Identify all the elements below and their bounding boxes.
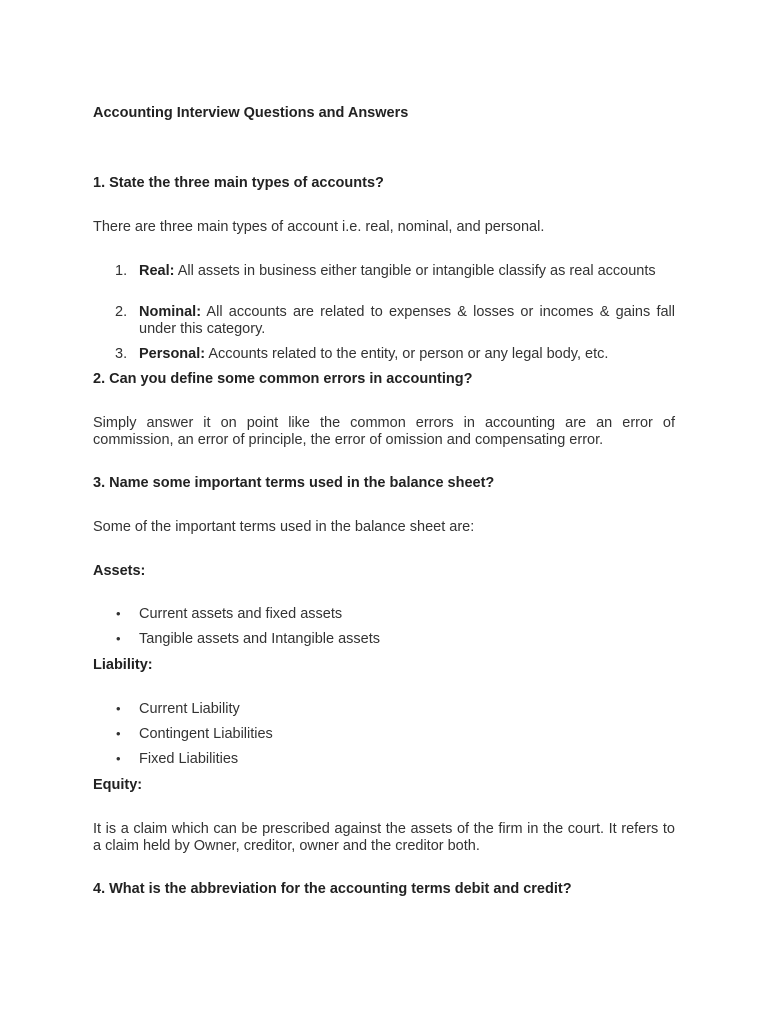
question-1-answer: There are three main types of account i.e. real, nominal, and personal. xyxy=(93,219,545,235)
question-4-heading: 4. What is the abbreviation for the accounting terms debit and credit? xyxy=(93,881,572,897)
list-marker: 3. xyxy=(115,346,128,362)
assets-list-item xyxy=(93,631,675,648)
bullet-icon: • xyxy=(116,726,121,741)
list-item-text: Current assets and fixed assets xyxy=(139,606,343,622)
bullet-icon: • xyxy=(116,751,121,766)
account-type-item-nominal xyxy=(93,304,675,338)
list-marker: 1. xyxy=(115,263,128,279)
question-3-heading: 3. Name some important terms used in the balance sheet? xyxy=(93,475,495,491)
assets-heading: Assets: xyxy=(93,563,146,579)
question-1-heading: 1. State the three main types of accounts? xyxy=(93,175,384,191)
question-3-intro: Some of the important terms used in the balance sheet are: xyxy=(93,519,475,535)
list-item-text: Contingent Liabilities xyxy=(139,726,273,742)
bullet-icon: • xyxy=(116,701,121,716)
equity-text: It is a claim which can be prescribed against the assets of the firm in the court. It refers to a claim held by Owner, creditor, owner and the creditor both. xyxy=(93,821,675,854)
liability-list-item xyxy=(93,751,675,768)
list-item-text: Fixed Liabilities xyxy=(139,751,239,767)
bullet-icon: • xyxy=(116,631,121,646)
question-2-answer: Simply answer it on point like the common errors in accounting are an error of commission, an error of principle, the error of omission and compensating error. xyxy=(93,415,675,448)
list-item-text: Tangible assets and Intangible assets xyxy=(139,631,381,647)
document-title: Accounting Interview Questions and Answers xyxy=(93,105,409,121)
question-2-heading: 2. Can you define some common errors in accounting? xyxy=(93,371,473,387)
list-marker: 2. xyxy=(115,304,128,320)
assets-list-item xyxy=(93,606,675,623)
liability-list-item xyxy=(93,701,675,718)
equity-heading: Equity: xyxy=(93,777,143,793)
liability-list-item xyxy=(93,726,675,743)
list-item-text: Real: All assets in business either tangible or intangible classify as real accounts xyxy=(139,263,656,279)
list-item-text: Personal: Accounts related to the entity, or person or any legal body, etc. xyxy=(139,346,609,362)
liability-heading: Liability: xyxy=(93,657,153,673)
list-item-text: Current Liability xyxy=(139,701,240,717)
list-item-text: Nominal: All accounts are related to expenses & losses or incomes & gains fall under this category. xyxy=(139,304,675,337)
bullet-icon: • xyxy=(116,606,121,621)
account-type-item-personal xyxy=(93,346,675,363)
account-type-item-real xyxy=(93,263,675,297)
